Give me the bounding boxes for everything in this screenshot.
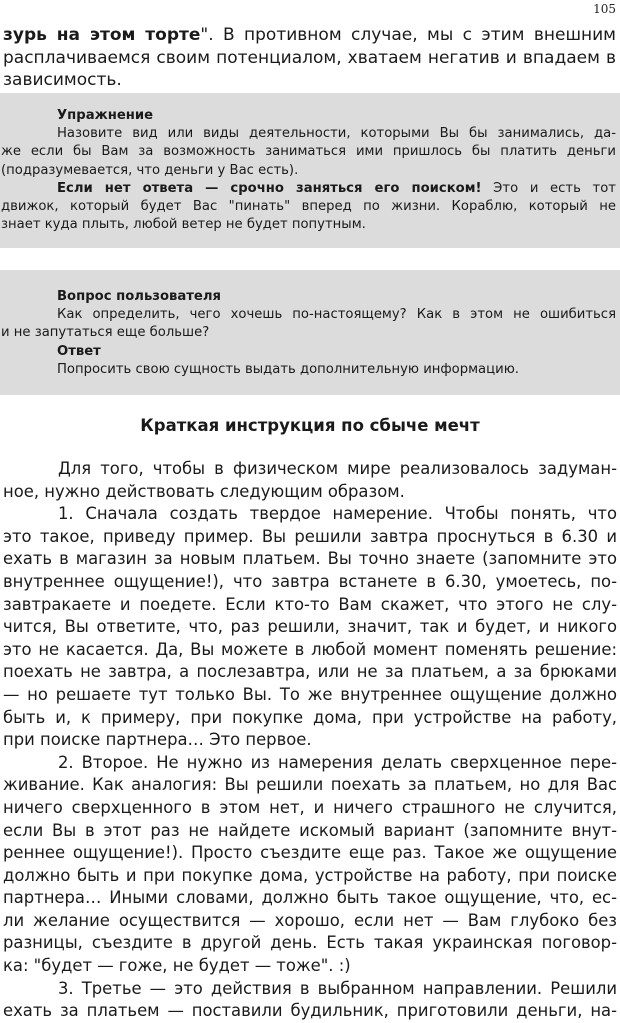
intro-line: зависимость. — [3, 70, 122, 91]
question-line: Как определить, чего хочешь по-настоящему? Как в этом не ошибиться — [57, 307, 616, 323]
body-line: быть и, к примеру, при покупке дома, при устройстве на работу, — [3, 707, 617, 727]
qa-box — [0, 270, 620, 395]
body-line: при поиске партнера… Это первое. — [3, 730, 312, 750]
body-line: ли желание осуществится — хорошо, если нет — Вам глубоко без — [3, 910, 617, 930]
exercise-line: движок, который будет Вас "пинать" вперед по жизни. Кораблю, который не — [1, 199, 616, 215]
intro-line1-rest: ". В противном случае, мы с этим внешним — [200, 25, 616, 45]
question-heading: Вопрос пользователя — [57, 289, 221, 304]
body-line: 1. Сначала создать твердое намерение. Чтобы понять, что — [58, 504, 617, 524]
body-line: реннее ощущение!). Просто съездите еще раз. Такое же ощущение — [3, 843, 617, 863]
body-line: партнера… Иными словами, должно быть такое ощущение, что, ес- — [3, 888, 617, 908]
body-line: ка: "будет — гоже, не будет — тоже". :) — [3, 956, 351, 976]
body-line: ничего сверхценного в этом нет, и ничего страшного не случится, — [3, 797, 617, 817]
intro-bold-phrase: зурь на этом торте — [3, 25, 201, 45]
intro-paragraph — [0, 24, 620, 92]
section-title: Краткая инструкция по сбыче мечт — [140, 416, 480, 435]
intro-line: расплачиваемся своим потенциалом, хватаем негатив и впадаем в — [3, 47, 616, 68]
exercise-line: знает куда плыть, любой ветер не будет попутным. — [1, 217, 366, 233]
body-line: — но решаете тут только Вы. То же внутреннее ощущение должно — [3, 684, 617, 704]
answer-line: Попросить свою сущность выдать дополнительную информацию. — [57, 361, 519, 377]
body-line: поехать не завтра, а послезавтра, или не за платьем, а за брюками — [3, 662, 617, 682]
body-line: ехать за платьем — поставили будильник, приготовили деньги, на- — [3, 1001, 617, 1021]
main-text — [0, 458, 620, 1023]
body-line: разницы, съездите в другой день. Есть такая украинская поговор- — [3, 933, 617, 953]
body-line: ное, нужно действовать следующим образом. — [3, 481, 405, 501]
body-line: завтракаете и поедете. Если кто-то Вам скажет, что этого не слу- — [3, 594, 617, 614]
page-number: 105 — [593, 2, 616, 16]
body-line: чится, Вы ответите, что, раз решили, значит, так и будет, и никого — [3, 617, 617, 637]
body-line: 3. Третье — это действия в выбранном направлении. Решили — [58, 978, 617, 998]
exercise-line4-rest: Это и есть тот — [481, 180, 616, 196]
question-line: и не запутаться еще больше? — [1, 325, 210, 341]
body-line: живание. Как аналогия: Вы решили поехать за платьем, но для Вас — [3, 775, 617, 795]
body-line: Для того, чтобы в физическом мире реализовалось задуман- — [58, 459, 617, 478]
exercise-bold-sentence: Если нет ответа — срочно заняться его поиском! — [57, 180, 482, 196]
body-line: если Вы в этот раз не найдете искомый вариант (запомните внут- — [3, 820, 617, 840]
answer-heading: Ответ — [57, 343, 101, 359]
body-line: это такое, приведу пример. Вы решили завтра проснуться в 6.30 и — [3, 526, 617, 546]
exercise-line: (подразумевается, что деньги у Вас есть). — [1, 162, 299, 178]
body-line: внутреннее ощущение!), что завтра встанете в 6.30, умоетесь, по- — [3, 571, 617, 591]
body-line: это не касается. Да, Вы можете в любой момент поменять решение: — [3, 639, 617, 659]
body-line: 2. Второе. Не нужно из намерения делать сверхценное пере- — [58, 752, 617, 772]
exercise-line: Назовите вид или виды деятельности, которыми Вы бы занимались, да- — [57, 126, 616, 142]
exercise-line: же если бы Вам за возможность заниматься ими пришлось бы платить деньги — [1, 144, 616, 160]
body-line: должно быть и при покупке дома, устройстве на работу, при поиске — [3, 865, 617, 885]
body-line: ехать в магазин за новым платьем. Вы точно знаете (запомните это — [3, 549, 617, 569]
exercise-box — [0, 93, 620, 248]
exercise-heading: Упражнение — [57, 108, 154, 123]
